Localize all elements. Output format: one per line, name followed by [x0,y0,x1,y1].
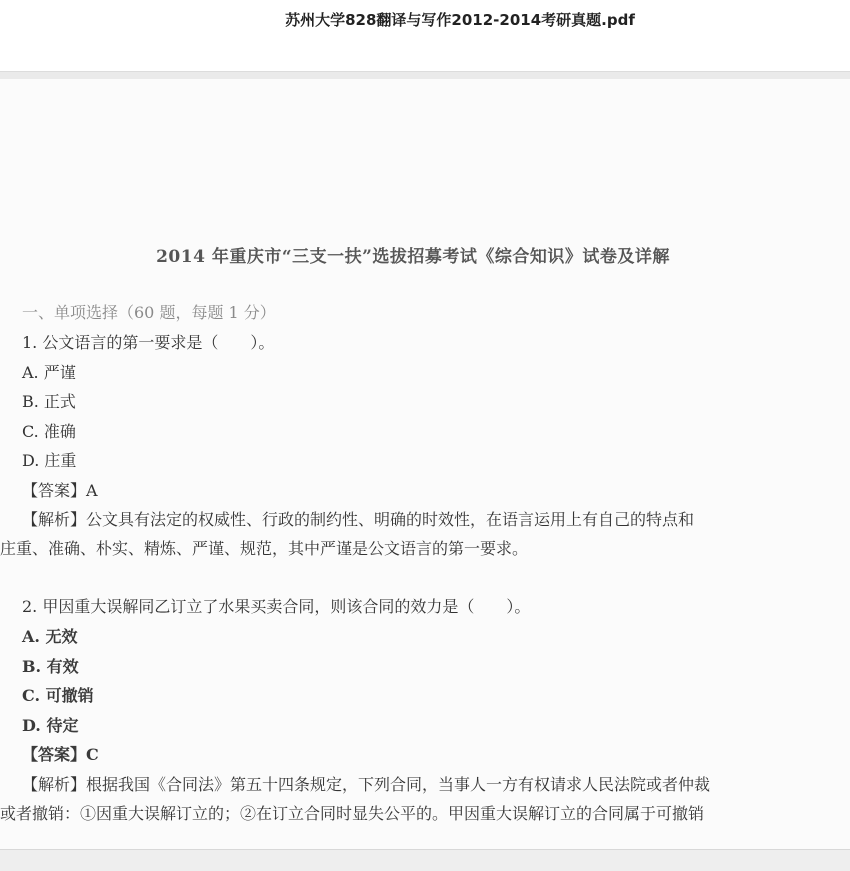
question-2-analysis-line-1: 【解析】根据我国《合同法》第五十四条规定，下列合同，当事人一方有权请求人民法院或者仲裁 [22,775,711,794]
page-separator-bottom [0,849,850,871]
question-2-option-a: A. 无效 [22,627,78,646]
question-2-option-b: B. 有效 [22,657,79,676]
question-1-option-a: A. 严谨 [22,363,76,382]
document-heading: 2014 年重庆市“三支一扶”选拔招募考试《综合知识》试卷及详解 [156,247,670,267]
section-heading: 一、单项选择（60 题，每题 1 分） [22,303,276,322]
file-title: 苏州大学828翻译与写作2012-2014考研真题.pdf [285,11,635,29]
question-1-stem: 1. 公文语言的第一要求是（ ）。 [22,333,275,352]
question-2-option-d: D. 待定 [22,716,79,735]
question-1-option-d: D. 庄重 [22,451,77,470]
question-2-stem: 2. 甲因重大误解同乙订立了水果买卖合同，则该合同的效力是（ ）。 [22,597,531,616]
question-1-answer: 【答案】A [22,481,98,500]
question-2-option-c: C. 可撤销 [22,686,94,705]
question-2-answer: 【答案】C [22,745,99,764]
question-2-analysis-line-2: 或者撤销：①因重大误解订立的；②在订立合同时显失公平的。甲因重大误解订立的合同属于可撤销 [0,804,705,823]
question-1-option-c: C. 准确 [22,422,76,441]
question-1-analysis-line-2: 庄重、准确、朴实、精炼、严谨、规范，其中严谨是公文语言的第一要求。 [0,539,529,558]
question-1-analysis-line-1: 【解析】公文具有法定的权威性、行政的制约性、明确的时效性，在语言运用上有自己的特点和 [22,510,695,529]
pdf-page[interactable] [0,79,850,849]
viewer-header [0,0,850,72]
question-1-option-b: B. 正式 [22,392,76,411]
